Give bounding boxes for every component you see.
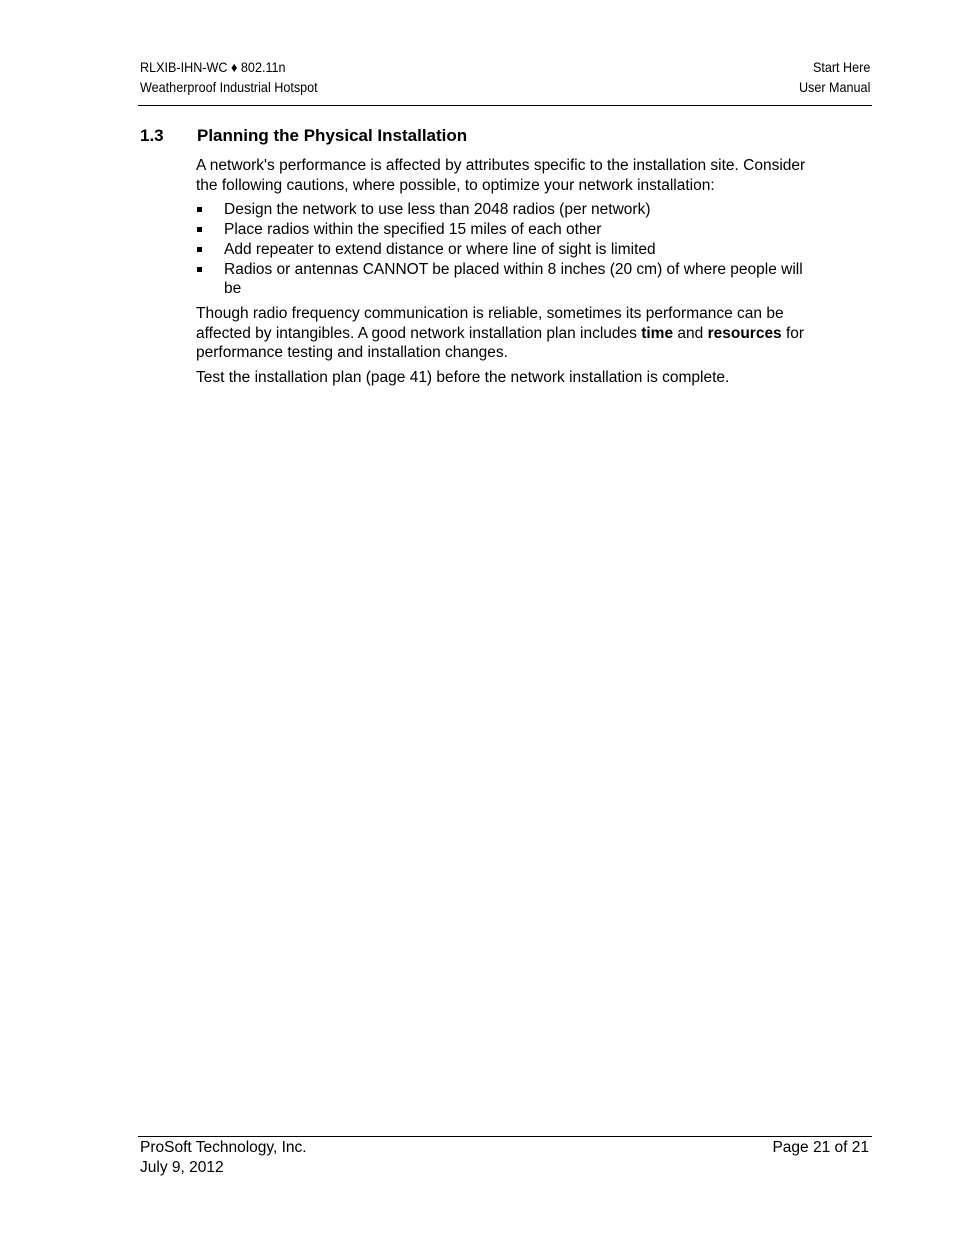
header-product: RLXIB-IHN-WC ♦ 802.11n bbox=[140, 59, 286, 75]
planning-text-2: and bbox=[673, 324, 708, 342]
test-paragraph: Test the installation plan (page 41) before the network installation is complete. bbox=[196, 369, 730, 387]
list-item bbox=[196, 260, 806, 299]
header-doc-type: User Manual bbox=[798, 79, 870, 95]
planning-text-3: for performance testing and installation changes. bbox=[196, 324, 805, 362]
footer-right bbox=[772, 1138, 869, 1158]
bullet-square-icon bbox=[197, 267, 202, 272]
footer-divider bbox=[138, 1136, 872, 1137]
list-item-text: Add repeater to extend distance or where line of sight is limited bbox=[224, 240, 656, 258]
section-body bbox=[196, 156, 806, 393]
footer-company: ProSoft Technology, Inc. bbox=[140, 1139, 307, 1156]
intro-paragraph: A network's performance is affected by attributes specific to the installation site. Consider the following cautions, where possible, to optimize your network installation: bbox=[196, 157, 806, 194]
page-number: Page 21 of 21 bbox=[772, 1139, 869, 1156]
header-divider bbox=[138, 105, 872, 106]
emphasis-resources: resources bbox=[707, 324, 782, 342]
list-item bbox=[196, 200, 806, 220]
section-title: Planning the Physical Installation bbox=[197, 126, 468, 145]
header-subtitle: Weatherproof Industrial Hotspot bbox=[140, 79, 318, 95]
bullet-square-icon bbox=[197, 247, 202, 252]
planning-text-1: Though radio frequency communication is reliable, sometimes its performance can be affected by intangibles. A good network installation plan includes bbox=[196, 304, 784, 342]
list-item-text: Place radios within the specified 15 miles of each other bbox=[224, 221, 602, 239]
caution-list bbox=[196, 200, 806, 299]
footer-left bbox=[140, 1138, 307, 1178]
header-left bbox=[140, 57, 318, 97]
section-number: 1.3 bbox=[140, 126, 164, 145]
list-item-text: Radios or antennas CANNOT be placed within 8 inches (20 cm) of where people will be bbox=[224, 260, 803, 298]
footer-date: July 9, 2012 bbox=[140, 1159, 224, 1176]
list-item bbox=[196, 240, 806, 260]
emphasis-time: time bbox=[641, 324, 674, 342]
list-item-text: Design the network to use less than 2048 radios (per network) bbox=[224, 201, 651, 219]
header-right bbox=[799, 57, 870, 97]
header-section: Start Here bbox=[812, 59, 870, 75]
list-item bbox=[196, 220, 806, 240]
bullet-square-icon bbox=[197, 227, 202, 232]
bullet-square-icon bbox=[197, 207, 202, 212]
planning-paragraph bbox=[196, 304, 806, 363]
